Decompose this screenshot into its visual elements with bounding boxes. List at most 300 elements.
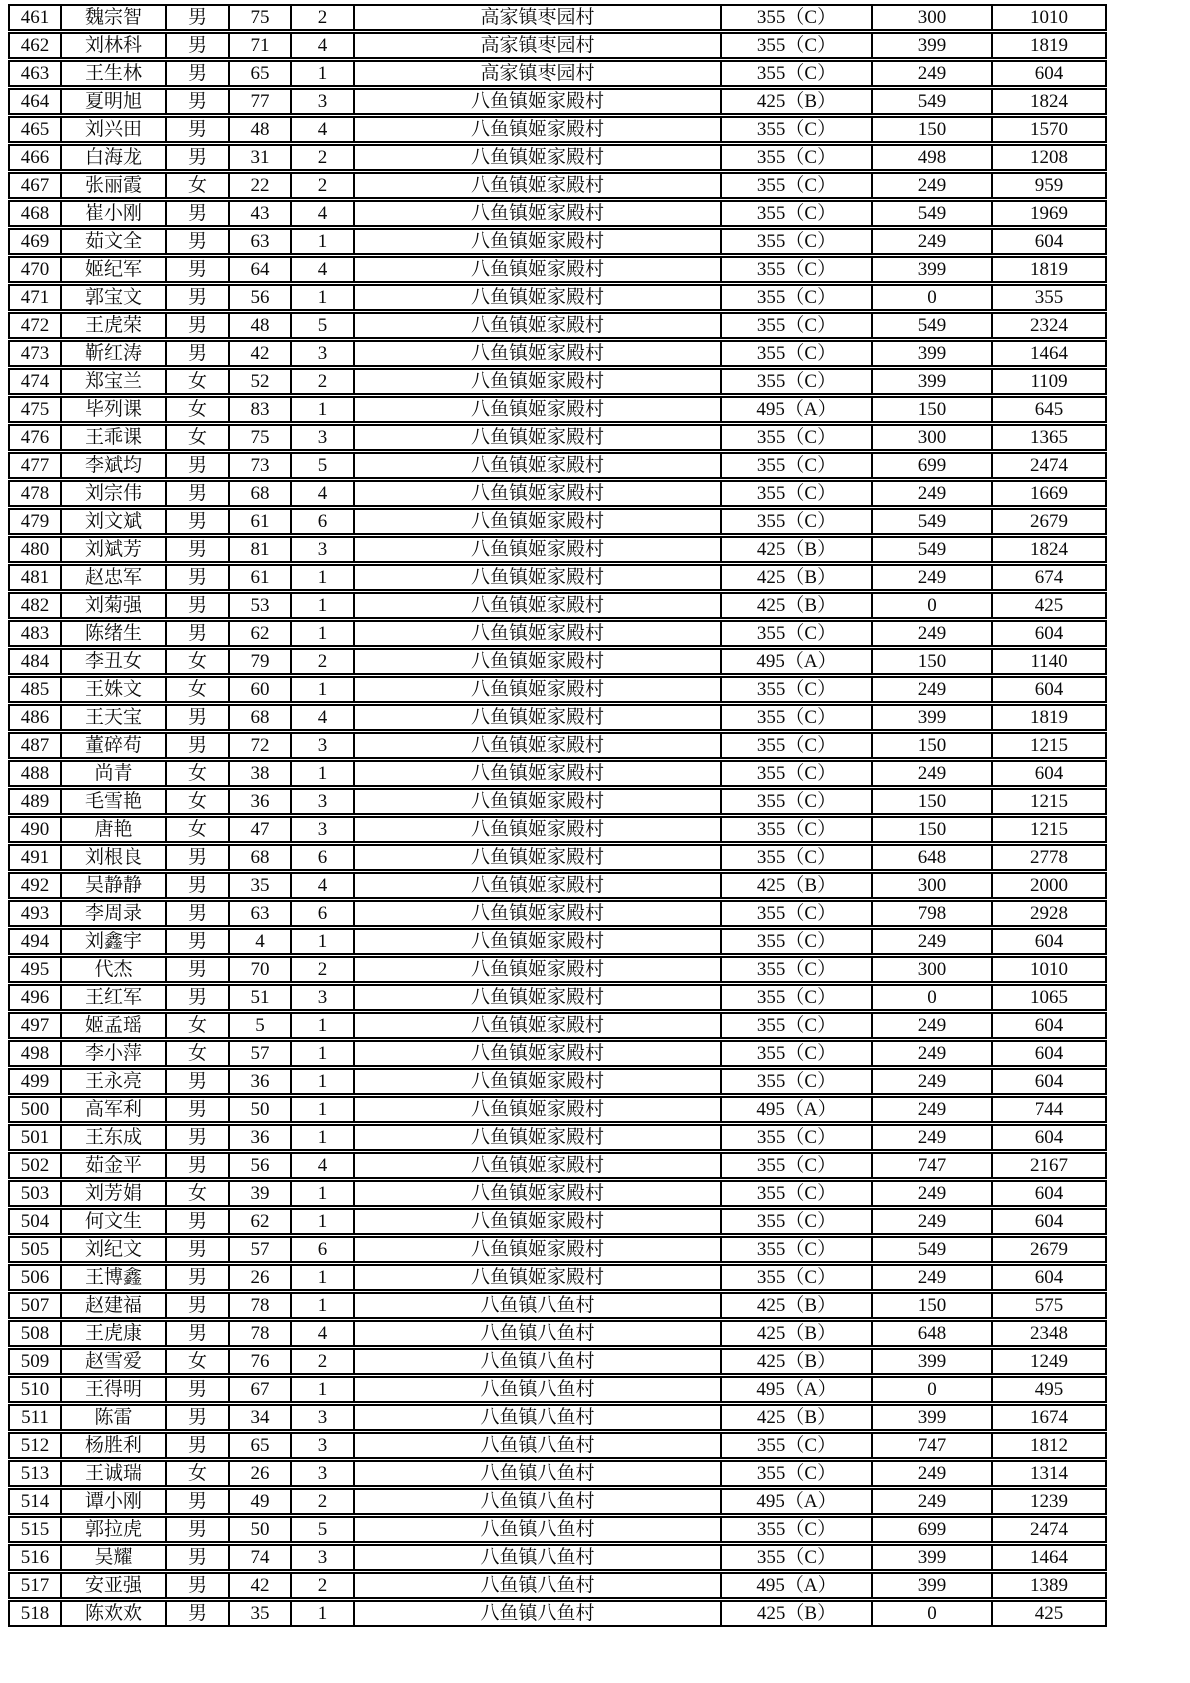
seq-cell: 518: [8, 1600, 62, 1627]
age-cell: 22: [230, 172, 292, 199]
member-count-cell: 3: [292, 1544, 355, 1571]
table-row: [8, 984, 1107, 1011]
table-row: [8, 228, 1107, 255]
extra-amount-cell: 249: [873, 1208, 993, 1235]
age-cell: 38: [230, 760, 292, 787]
name-cell: 刘兴田: [62, 116, 167, 143]
standard-grade-cell: 495（A）: [722, 396, 873, 423]
name-cell: 刘林科: [62, 32, 167, 59]
extra-amount-cell: 747: [873, 1432, 993, 1459]
standard-grade-cell: 355（C）: [722, 340, 873, 367]
standard-grade-cell: 355（C）: [722, 928, 873, 955]
member-count-cell: 1: [292, 928, 355, 955]
village-cell: 八鱼镇姬家殿村: [355, 844, 722, 871]
member-count-cell: 4: [292, 704, 355, 731]
table-row: [8, 1572, 1107, 1599]
village-cell: 八鱼镇姬家殿村: [355, 88, 722, 115]
name-cell: 吴耀: [62, 1544, 167, 1571]
table-row: [8, 1068, 1107, 1095]
standard-grade-cell: 355（C）: [722, 1068, 873, 1095]
table-row: [8, 1320, 1107, 1347]
village-cell: 八鱼镇姬家殿村: [355, 1208, 722, 1235]
member-count-cell: 4: [292, 1320, 355, 1347]
gender-cell: 男: [167, 1572, 230, 1599]
extra-amount-cell: 747: [873, 1152, 993, 1179]
gender-cell: 男: [167, 1600, 230, 1627]
standard-grade-cell: 355（C）: [722, 60, 873, 87]
extra-amount-cell: 150: [873, 1292, 993, 1319]
standard-grade-cell: 355（C）: [722, 1432, 873, 1459]
age-cell: 47: [230, 816, 292, 843]
table-row: [8, 340, 1107, 367]
name-cell: 郭宝文: [62, 284, 167, 311]
standard-grade-cell: 355（C）: [722, 1264, 873, 1291]
name-cell: 陈雷: [62, 1404, 167, 1431]
extra-amount-cell: 549: [873, 508, 993, 535]
gender-cell: 男: [167, 900, 230, 927]
village-cell: 八鱼镇姬家殿村: [355, 480, 722, 507]
village-cell: 八鱼镇姬家殿村: [355, 620, 722, 647]
extra-amount-cell: 549: [873, 536, 993, 563]
standard-grade-cell: 495（A）: [722, 1096, 873, 1123]
member-count-cell: 3: [292, 340, 355, 367]
standard-grade-cell: 355（C）: [722, 788, 873, 815]
age-cell: 50: [230, 1516, 292, 1543]
village-cell: 八鱼镇姬家殿村: [355, 368, 722, 395]
extra-amount-cell: 249: [873, 760, 993, 787]
village-cell: 八鱼镇姬家殿村: [355, 564, 722, 591]
gender-cell: 男: [167, 1544, 230, 1571]
village-cell: 八鱼镇姬家殿村: [355, 928, 722, 955]
member-count-cell: 1: [292, 620, 355, 647]
seq-cell: 507: [8, 1292, 62, 1319]
member-count-cell: 1: [292, 564, 355, 591]
village-cell: 八鱼镇八鱼村: [355, 1376, 722, 1403]
total-amount-cell: 425: [993, 1600, 1107, 1627]
name-cell: 高军利: [62, 1096, 167, 1123]
village-cell: 八鱼镇姬家殿村: [355, 1096, 722, 1123]
table-row: [8, 284, 1107, 311]
seq-cell: 498: [8, 1040, 62, 1067]
gender-cell: 男: [167, 984, 230, 1011]
seq-cell: 506: [8, 1264, 62, 1291]
gender-cell: 男: [167, 1292, 230, 1319]
table-row: [8, 424, 1107, 451]
gender-cell: 男: [167, 340, 230, 367]
extra-amount-cell: 150: [873, 816, 993, 843]
table-row: [8, 928, 1107, 955]
extra-amount-cell: 249: [873, 228, 993, 255]
village-cell: 八鱼镇姬家殿村: [355, 956, 722, 983]
member-count-cell: 4: [292, 256, 355, 283]
extra-amount-cell: 249: [873, 1040, 993, 1067]
table-row: [8, 872, 1107, 899]
standard-grade-cell: 355（C）: [722, 200, 873, 227]
total-amount-cell: 604: [993, 1068, 1107, 1095]
age-cell: 48: [230, 116, 292, 143]
table-row: [8, 256, 1107, 283]
extra-amount-cell: 150: [873, 732, 993, 759]
table-row: [8, 760, 1107, 787]
village-cell: 八鱼镇姬家殿村: [355, 228, 722, 255]
name-cell: 代杰: [62, 956, 167, 983]
standard-grade-cell: 425（B）: [722, 1600, 873, 1627]
extra-amount-cell: 399: [873, 368, 993, 395]
village-cell: 八鱼镇姬家殿村: [355, 312, 722, 339]
standard-grade-cell: 355（C）: [722, 984, 873, 1011]
gender-cell: 男: [167, 284, 230, 311]
seq-cell: 488: [8, 760, 62, 787]
age-cell: 68: [230, 844, 292, 871]
seq-cell: 461: [8, 4, 62, 31]
total-amount-cell: 2679: [993, 1236, 1107, 1263]
name-cell: 刘斌芳: [62, 536, 167, 563]
seq-cell: 515: [8, 1516, 62, 1543]
member-count-cell: 2: [292, 1348, 355, 1375]
total-amount-cell: 604: [993, 676, 1107, 703]
age-cell: 68: [230, 480, 292, 507]
extra-amount-cell: 0: [873, 1600, 993, 1627]
extra-amount-cell: 249: [873, 1460, 993, 1487]
village-cell: 八鱼镇八鱼村: [355, 1460, 722, 1487]
gender-cell: 男: [167, 1376, 230, 1403]
table-row: [8, 1096, 1107, 1123]
age-cell: 76: [230, 1348, 292, 1375]
age-cell: 42: [230, 1572, 292, 1599]
extra-amount-cell: 0: [873, 1376, 993, 1403]
name-cell: 刘菊强: [62, 592, 167, 619]
name-cell: 安亚强: [62, 1572, 167, 1599]
member-count-cell: 6: [292, 844, 355, 871]
total-amount-cell: 1314: [993, 1460, 1107, 1487]
seq-cell: 474: [8, 368, 62, 395]
village-cell: 八鱼镇姬家殿村: [355, 144, 722, 171]
extra-amount-cell: 150: [873, 788, 993, 815]
seq-cell: 481: [8, 564, 62, 591]
member-count-cell: 2: [292, 4, 355, 31]
gender-cell: 男: [167, 88, 230, 115]
name-cell: 杨胜利: [62, 1432, 167, 1459]
total-amount-cell: 1674: [993, 1404, 1107, 1431]
total-amount-cell: 1969: [993, 200, 1107, 227]
standard-grade-cell: 355（C）: [722, 1040, 873, 1067]
name-cell: 王博鑫: [62, 1264, 167, 1291]
name-cell: 魏宗智: [62, 4, 167, 31]
seq-cell: 513: [8, 1460, 62, 1487]
gender-cell: 男: [167, 256, 230, 283]
table-row: [8, 1152, 1107, 1179]
total-amount-cell: 604: [993, 1040, 1107, 1067]
age-cell: 74: [230, 1544, 292, 1571]
total-amount-cell: 1249: [993, 1348, 1107, 1375]
gender-cell: 男: [167, 1516, 230, 1543]
village-cell: 八鱼镇八鱼村: [355, 1572, 722, 1599]
total-amount-cell: 604: [993, 620, 1107, 647]
total-amount-cell: 355: [993, 284, 1107, 311]
roster-table: [8, 3, 1107, 1628]
gender-cell: 男: [167, 116, 230, 143]
total-amount-cell: 1669: [993, 480, 1107, 507]
total-amount-cell: 744: [993, 1096, 1107, 1123]
table-row: [8, 60, 1107, 87]
member-count-cell: 1: [292, 396, 355, 423]
standard-grade-cell: 355（C）: [722, 452, 873, 479]
seq-cell: 486: [8, 704, 62, 731]
standard-grade-cell: 355（C）: [722, 1152, 873, 1179]
total-amount-cell: 604: [993, 1208, 1107, 1235]
name-cell: 陈欢欢: [62, 1600, 167, 1627]
extra-amount-cell: 699: [873, 1516, 993, 1543]
name-cell: 郑宝兰: [62, 368, 167, 395]
name-cell: 赵建福: [62, 1292, 167, 1319]
standard-grade-cell: 425（B）: [722, 1404, 873, 1431]
standard-grade-cell: 425（B）: [722, 536, 873, 563]
village-cell: 八鱼镇姬家殿村: [355, 1152, 722, 1179]
age-cell: 78: [230, 1320, 292, 1347]
gender-cell: 男: [167, 536, 230, 563]
table-row: [8, 1180, 1107, 1207]
extra-amount-cell: 549: [873, 88, 993, 115]
table-row: [8, 1236, 1107, 1263]
standard-grade-cell: 355（C）: [722, 1180, 873, 1207]
member-count-cell: 2: [292, 1572, 355, 1599]
age-cell: 50: [230, 1096, 292, 1123]
name-cell: 谭小刚: [62, 1488, 167, 1515]
standard-grade-cell: 355（C）: [722, 172, 873, 199]
age-cell: 53: [230, 592, 292, 619]
standard-grade-cell: 495（A）: [722, 648, 873, 675]
extra-amount-cell: 699: [873, 452, 993, 479]
extra-amount-cell: 249: [873, 620, 993, 647]
seq-cell: 485: [8, 676, 62, 703]
table-row: [8, 1460, 1107, 1487]
name-cell: 王虎荣: [62, 312, 167, 339]
name-cell: 王得明: [62, 1376, 167, 1403]
standard-grade-cell: 355（C）: [722, 144, 873, 171]
seq-cell: 462: [8, 32, 62, 59]
village-cell: 八鱼镇八鱼村: [355, 1516, 722, 1543]
age-cell: 64: [230, 256, 292, 283]
village-cell: 八鱼镇姬家殿村: [355, 1180, 722, 1207]
total-amount-cell: 2324: [993, 312, 1107, 339]
village-cell: 八鱼镇姬家殿村: [355, 900, 722, 927]
member-count-cell: 3: [292, 1404, 355, 1431]
age-cell: 31: [230, 144, 292, 171]
gender-cell: 女: [167, 1012, 230, 1039]
member-count-cell: 3: [292, 788, 355, 815]
gender-cell: 女: [167, 788, 230, 815]
village-cell: 八鱼镇姬家殿村: [355, 508, 722, 535]
extra-amount-cell: 0: [873, 984, 993, 1011]
total-amount-cell: 604: [993, 60, 1107, 87]
table-row: [8, 1516, 1107, 1543]
gender-cell: 男: [167, 1432, 230, 1459]
member-count-cell: 4: [292, 32, 355, 59]
table-row: [8, 1124, 1107, 1151]
extra-amount-cell: 300: [873, 424, 993, 451]
age-cell: 36: [230, 1124, 292, 1151]
total-amount-cell: 495: [993, 1376, 1107, 1403]
gender-cell: 男: [167, 1096, 230, 1123]
village-cell: 八鱼镇八鱼村: [355, 1600, 722, 1627]
name-cell: 崔小刚: [62, 200, 167, 227]
extra-amount-cell: 498: [873, 144, 993, 171]
standard-grade-cell: 425（B）: [722, 1320, 873, 1347]
gender-cell: 女: [167, 424, 230, 451]
member-count-cell: 1: [292, 284, 355, 311]
age-cell: 70: [230, 956, 292, 983]
name-cell: 毛雪艳: [62, 788, 167, 815]
table-row: [8, 704, 1107, 731]
age-cell: 83: [230, 396, 292, 423]
member-count-cell: 3: [292, 424, 355, 451]
gender-cell: 男: [167, 200, 230, 227]
total-amount-cell: 604: [993, 928, 1107, 955]
village-cell: 八鱼镇姬家殿村: [355, 676, 722, 703]
seq-cell: 493: [8, 900, 62, 927]
extra-amount-cell: 249: [873, 172, 993, 199]
total-amount-cell: 1215: [993, 816, 1107, 843]
village-cell: 八鱼镇姬家殿村: [355, 872, 722, 899]
seq-cell: 473: [8, 340, 62, 367]
age-cell: 48: [230, 312, 292, 339]
extra-amount-cell: 549: [873, 200, 993, 227]
standard-grade-cell: 355（C）: [722, 900, 873, 927]
total-amount-cell: 959: [993, 172, 1107, 199]
village-cell: 八鱼镇姬家殿村: [355, 648, 722, 675]
table-row: [8, 1544, 1107, 1571]
total-amount-cell: 1464: [993, 340, 1107, 367]
gender-cell: 男: [167, 1320, 230, 1347]
extra-amount-cell: 399: [873, 340, 993, 367]
seq-cell: 479: [8, 508, 62, 535]
standard-grade-cell: 355（C）: [722, 424, 873, 451]
table-row: [8, 844, 1107, 871]
gender-cell: 男: [167, 872, 230, 899]
age-cell: 56: [230, 1152, 292, 1179]
age-cell: 39: [230, 1180, 292, 1207]
village-cell: 八鱼镇八鱼村: [355, 1404, 722, 1431]
village-cell: 八鱼镇姬家殿村: [355, 760, 722, 787]
age-cell: 78: [230, 1292, 292, 1319]
village-cell: 八鱼镇姬家殿村: [355, 116, 722, 143]
name-cell: 夏明旭: [62, 88, 167, 115]
extra-amount-cell: 249: [873, 1124, 993, 1151]
age-cell: 34: [230, 1404, 292, 1431]
seq-cell: 504: [8, 1208, 62, 1235]
standard-grade-cell: 425（B）: [722, 88, 873, 115]
standard-grade-cell: 495（A）: [722, 1376, 873, 1403]
table-row: [8, 732, 1107, 759]
age-cell: 81: [230, 536, 292, 563]
table-row: [8, 564, 1107, 591]
standard-grade-cell: 355（C）: [722, 1208, 873, 1235]
extra-amount-cell: 300: [873, 872, 993, 899]
member-count-cell: 4: [292, 480, 355, 507]
seq-cell: 491: [8, 844, 62, 871]
name-cell: 刘鑫宇: [62, 928, 167, 955]
village-cell: 八鱼镇姬家殿村: [355, 340, 722, 367]
table-row: [8, 620, 1107, 647]
village-cell: 八鱼镇姬家殿村: [355, 1040, 722, 1067]
seq-cell: 489: [8, 788, 62, 815]
standard-grade-cell: 355（C）: [722, 256, 873, 283]
extra-amount-cell: 249: [873, 1068, 993, 1095]
table-row: [8, 1404, 1107, 1431]
total-amount-cell: 1389: [993, 1572, 1107, 1599]
age-cell: 51: [230, 984, 292, 1011]
extra-amount-cell: 150: [873, 116, 993, 143]
member-count-cell: 1: [292, 1040, 355, 1067]
name-cell: 茹文全: [62, 228, 167, 255]
gender-cell: 男: [167, 144, 230, 171]
standard-grade-cell: 355（C）: [722, 1124, 873, 1151]
table-row: [8, 648, 1107, 675]
gender-cell: 男: [167, 1264, 230, 1291]
gender-cell: 男: [167, 452, 230, 479]
age-cell: 26: [230, 1460, 292, 1487]
member-count-cell: 3: [292, 88, 355, 115]
standard-grade-cell: 355（C）: [722, 480, 873, 507]
name-cell: 白海龙: [62, 144, 167, 171]
standard-grade-cell: 425（B）: [722, 1348, 873, 1375]
table-row: [8, 1292, 1107, 1319]
name-cell: 李斌均: [62, 452, 167, 479]
seq-cell: 467: [8, 172, 62, 199]
age-cell: 72: [230, 732, 292, 759]
seq-cell: 505: [8, 1236, 62, 1263]
member-count-cell: 1: [292, 1208, 355, 1235]
name-cell: 张丽霞: [62, 172, 167, 199]
gender-cell: 男: [167, 508, 230, 535]
extra-amount-cell: 399: [873, 1348, 993, 1375]
seq-cell: 482: [8, 592, 62, 619]
extra-amount-cell: 549: [873, 312, 993, 339]
total-amount-cell: 1215: [993, 732, 1107, 759]
member-count-cell: 1: [292, 760, 355, 787]
village-cell: 八鱼镇姬家殿村: [355, 1124, 722, 1151]
extra-amount-cell: 549: [873, 1236, 993, 1263]
extra-amount-cell: 798: [873, 900, 993, 927]
name-cell: 刘宗伟: [62, 480, 167, 507]
member-count-cell: 1: [292, 228, 355, 255]
age-cell: 75: [230, 424, 292, 451]
seq-cell: 497: [8, 1012, 62, 1039]
extra-amount-cell: 249: [873, 480, 993, 507]
standard-grade-cell: 355（C）: [722, 1544, 873, 1571]
seq-cell: 487: [8, 732, 62, 759]
name-cell: 刘根良: [62, 844, 167, 871]
age-cell: 56: [230, 284, 292, 311]
standard-grade-cell: 495（A）: [722, 1572, 873, 1599]
table-row: [8, 116, 1107, 143]
total-amount-cell: 2679: [993, 508, 1107, 535]
total-amount-cell: 604: [993, 1012, 1107, 1039]
name-cell: 靳红涛: [62, 340, 167, 367]
extra-amount-cell: 648: [873, 844, 993, 871]
extra-amount-cell: 300: [873, 956, 993, 983]
extra-amount-cell: 249: [873, 1180, 993, 1207]
gender-cell: 男: [167, 1124, 230, 1151]
total-amount-cell: 604: [993, 1264, 1107, 1291]
member-count-cell: 4: [292, 872, 355, 899]
village-cell: 八鱼镇姬家殿村: [355, 984, 722, 1011]
name-cell: 郭拉虎: [62, 1516, 167, 1543]
gender-cell: 男: [167, 732, 230, 759]
table-row: [8, 396, 1107, 423]
total-amount-cell: 1140: [993, 648, 1107, 675]
village-cell: 八鱼镇姬家殿村: [355, 424, 722, 451]
